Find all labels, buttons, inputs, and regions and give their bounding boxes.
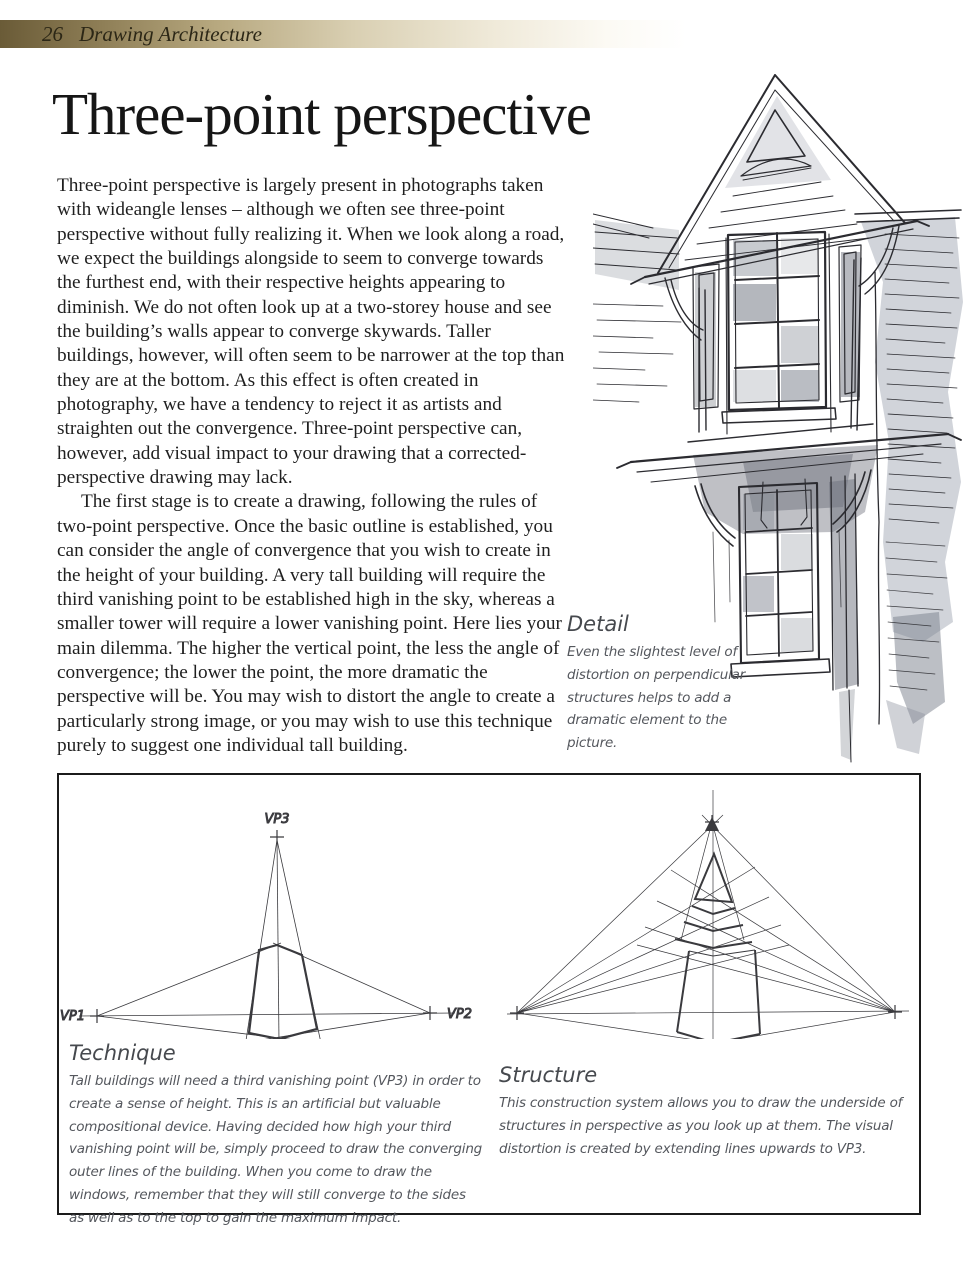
detail-caption-body: Even the slightest level of distortion on perpendicular structures helps to add a dramatic element to the picture. — [567, 644, 746, 752]
book-title: Drawing Architecture — [79, 21, 262, 46]
left-siding-lines — [593, 304, 681, 402]
structure-caption-body: This construction system allows you to draw the underside of structures in perspective as you look up at them. The visual distortion is created by extending lines upwards to VP3. — [499, 1095, 903, 1157]
structure-diagram — [507, 790, 909, 1039]
building-outline — [249, 945, 317, 1039]
structure-caption — [499, 1063, 917, 1160]
spire-apex-mark — [705, 817, 719, 831]
perspective-diagrams — [59, 775, 919, 1039]
technique-caption-body: Tall buildings will need a third vanishing point (VP3) in order to create a sense of height. This is an artificial but valuable compositional device. Having decided how high your third vanishing point will be, simply proceed to draw the converging outer lines of the building. When you come to draw the windows, remember that they will still converge to the sides as well as to the top to gain the maximum impact. — [69, 1073, 483, 1226]
paragraph-1: Three-point perspective is largely present in photographs taken with wideangle lenses – although we often see three-point perspective without fully realizing it. When we look along a road, we expect the buildings alongside to seem to converge towards the furthest end, with their respective heights appearing to diminish. We do not often look up at a two-storey house and see the building’s walls appear to converge skywards. Taller buildings, however, will often seem to be narrower at the top than they are at the bottom. As this effect is often created in photography, we have a tendency to reject it as artists and straighten out the convergence. Three-point perspective can, however, add visual impact to your drawing that a corrected-perspective drawing may lack. — [57, 175, 565, 489]
article-body — [57, 174, 567, 758]
page-number: 26 — [42, 21, 63, 46]
technique-caption-heading: Technique — [69, 1041, 176, 1065]
structure-caption-heading: Structure — [499, 1063, 598, 1087]
technique-caption — [69, 1041, 483, 1230]
vp3-label: VP3 — [264, 812, 290, 827]
technique-diagram — [60, 812, 472, 1039]
vp2-label: VP2 — [447, 1007, 473, 1022]
page-header — [0, 20, 980, 48]
article-title: Three-point perspective — [52, 81, 591, 147]
paragraph-2: The first stage is to create a drawing, following the rules of two-point perspective. Once the basic outline is established, you can consider the angle of convergence that you wish to create in the height of your building. A very tall building will require the third vanishing point to be established high in the sky, whereas a smaller tower will require a lower vanishing point. Here lies your main dilemma. The higher the vertical point, the less the angle of convergence; the lower the point, the more dramatic the perspective will be. You may wish to distort the angle to create a particularly strong image, or you may wish to use this technique purely to suggest one individual tall building. — [57, 491, 562, 756]
figure-box — [57, 773, 921, 1226]
vp1-label: VP1 — [59, 1009, 85, 1024]
detail-caption-heading: Detail — [567, 612, 629, 636]
tower-outline — [675, 854, 760, 1039]
detail-caption — [567, 612, 777, 755]
